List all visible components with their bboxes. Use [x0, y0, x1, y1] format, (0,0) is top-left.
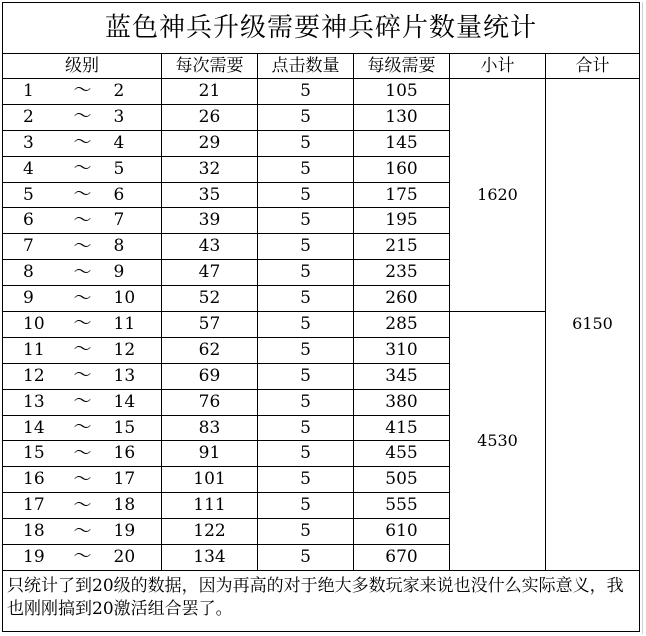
each-need-cell: 21	[162, 79, 258, 105]
each-need-cell: 43	[162, 234, 258, 260]
each-need-cell: 91	[162, 441, 258, 467]
per-level-cell: 345	[354, 363, 450, 389]
note-row	[3, 570, 640, 631]
level-from-cell: 6	[3, 208, 58, 234]
each-need-cell: 35	[162, 182, 258, 208]
clicks-cell: 5	[258, 389, 354, 415]
level-from-cell: 2	[3, 104, 58, 130]
each-need-cell: 32	[162, 156, 258, 182]
per-level-cell: 310	[354, 337, 450, 363]
level-to-cell: 15	[108, 415, 162, 441]
level-from-cell: 8	[3, 260, 58, 286]
level-separator-cell: ～	[58, 493, 108, 519]
each-need-cell: 76	[162, 389, 258, 415]
per-level-cell: 505	[354, 467, 450, 493]
level-to-cell: 7	[108, 208, 162, 234]
level-from-cell: 7	[3, 234, 58, 260]
each-need-cell: 39	[162, 208, 258, 234]
level-to-cell: 8	[108, 234, 162, 260]
level-from-cell: 16	[3, 467, 58, 493]
clicks-cell: 5	[258, 104, 354, 130]
clicks-cell: 5	[258, 234, 354, 260]
per-level-cell: 415	[354, 415, 450, 441]
spreadsheet	[2, 2, 643, 634]
level-from-cell: 12	[3, 363, 58, 389]
level-to-cell: 20	[108, 545, 162, 571]
clicks-cell: 5	[258, 363, 354, 389]
clicks-cell: 5	[258, 79, 354, 105]
each-need-cell: 101	[162, 467, 258, 493]
per-level-cell: 145	[354, 130, 450, 156]
level-to-cell: 4	[108, 130, 162, 156]
subtotal-cell-2: 4530	[450, 312, 546, 571]
per-level-cell: 670	[354, 545, 450, 571]
clicks-cell: 5	[258, 312, 354, 338]
level-to-cell: 14	[108, 389, 162, 415]
level-from-cell: 11	[3, 337, 58, 363]
level-to-cell: 17	[108, 467, 162, 493]
per-level-cell: 610	[354, 519, 450, 545]
clicks-cell: 5	[258, 415, 354, 441]
clicks-cell: 5	[258, 467, 354, 493]
table-row	[3, 312, 640, 338]
header-total: 合计	[546, 54, 640, 79]
header-subtotal: 小计	[450, 54, 546, 79]
level-from-cell: 13	[3, 389, 58, 415]
each-need-cell: 26	[162, 104, 258, 130]
per-level-cell: 160	[354, 156, 450, 182]
level-separator-cell: ～	[58, 545, 108, 571]
level-to-cell: 12	[108, 337, 162, 363]
level-from-cell: 17	[3, 493, 58, 519]
per-level-cell: 175	[354, 182, 450, 208]
level-separator-cell: ～	[58, 260, 108, 286]
header-level: 级别	[3, 54, 162, 79]
per-level-cell: 130	[354, 104, 450, 130]
header-each-need: 每次需要	[162, 54, 258, 79]
level-separator-cell: ～	[58, 130, 108, 156]
footnote: 只统计了到20级的数据，因为再高的对于绝大多数玩家来说也没什么实际意义，我也刚刚搞到20激活组合罢了。	[3, 570, 640, 631]
fragment-table	[2, 2, 640, 632]
level-separator-cell: ～	[58, 441, 108, 467]
level-separator-cell: ～	[58, 208, 108, 234]
clicks-cell: 5	[258, 182, 354, 208]
clicks-cell: 5	[258, 441, 354, 467]
level-separator-cell: ～	[58, 182, 108, 208]
each-need-cell: 69	[162, 363, 258, 389]
per-level-cell: 285	[354, 312, 450, 338]
level-separator-cell: ～	[58, 79, 108, 105]
subtotal-cell-1: 1620	[450, 79, 546, 312]
header-per-level: 每级需要	[354, 54, 450, 79]
per-level-cell: 235	[354, 260, 450, 286]
level-separator-cell: ～	[58, 234, 108, 260]
level-from-cell: 3	[3, 130, 58, 156]
clicks-cell: 5	[258, 156, 354, 182]
level-to-cell: 11	[108, 312, 162, 338]
clicks-cell: 5	[258, 545, 354, 571]
sheet-gridline	[642, 2, 643, 634]
level-from-cell: 19	[3, 545, 58, 571]
level-separator-cell: ～	[58, 389, 108, 415]
each-need-cell: 47	[162, 260, 258, 286]
each-need-cell: 29	[162, 130, 258, 156]
per-level-cell: 455	[354, 441, 450, 467]
level-from-cell: 1	[3, 79, 58, 105]
clicks-cell: 5	[258, 337, 354, 363]
level-from-cell: 18	[3, 519, 58, 545]
each-need-cell: 57	[162, 312, 258, 338]
level-from-cell: 14	[3, 415, 58, 441]
clicks-cell: 5	[258, 493, 354, 519]
clicks-cell: 5	[258, 286, 354, 312]
each-need-cell: 134	[162, 545, 258, 571]
level-to-cell: 16	[108, 441, 162, 467]
level-from-cell: 5	[3, 182, 58, 208]
level-separator-cell: ～	[58, 519, 108, 545]
level-to-cell: 2	[108, 79, 162, 105]
level-separator-cell: ～	[58, 156, 108, 182]
level-from-cell: 9	[3, 286, 58, 312]
per-level-cell: 215	[354, 234, 450, 260]
total-cell: 6150	[546, 79, 640, 571]
level-from-cell: 15	[3, 441, 58, 467]
per-level-cell: 380	[354, 389, 450, 415]
header-clicks: 点击数量	[258, 54, 354, 79]
per-level-cell: 195	[354, 208, 450, 234]
clicks-cell: 5	[258, 130, 354, 156]
level-to-cell: 5	[108, 156, 162, 182]
per-level-cell: 555	[354, 493, 450, 519]
each-need-cell: 122	[162, 519, 258, 545]
level-to-cell: 10	[108, 286, 162, 312]
level-separator-cell: ～	[58, 312, 108, 338]
level-from-cell: 4	[3, 156, 58, 182]
level-separator-cell: ～	[58, 467, 108, 493]
table-title: 蓝色神兵升级需要神兵碎片数量统计	[3, 3, 640, 54]
each-need-cell: 52	[162, 286, 258, 312]
level-to-cell: 6	[108, 182, 162, 208]
level-separator-cell: ～	[58, 363, 108, 389]
clicks-cell: 5	[258, 519, 354, 545]
level-separator-cell: ～	[58, 104, 108, 130]
level-to-cell: 9	[108, 260, 162, 286]
level-to-cell: 3	[108, 104, 162, 130]
level-to-cell: 13	[108, 363, 162, 389]
each-need-cell: 83	[162, 415, 258, 441]
level-separator-cell: ～	[58, 337, 108, 363]
table-row	[3, 79, 640, 105]
per-level-cell: 105	[354, 79, 450, 105]
per-level-cell: 260	[354, 286, 450, 312]
level-to-cell: 18	[108, 493, 162, 519]
level-separator-cell: ～	[58, 415, 108, 441]
each-need-cell: 111	[162, 493, 258, 519]
level-to-cell: 19	[108, 519, 162, 545]
level-from-cell: 10	[3, 312, 58, 338]
clicks-cell: 5	[258, 208, 354, 234]
clicks-cell: 5	[258, 260, 354, 286]
each-need-cell: 62	[162, 337, 258, 363]
level-separator-cell: ～	[58, 286, 108, 312]
